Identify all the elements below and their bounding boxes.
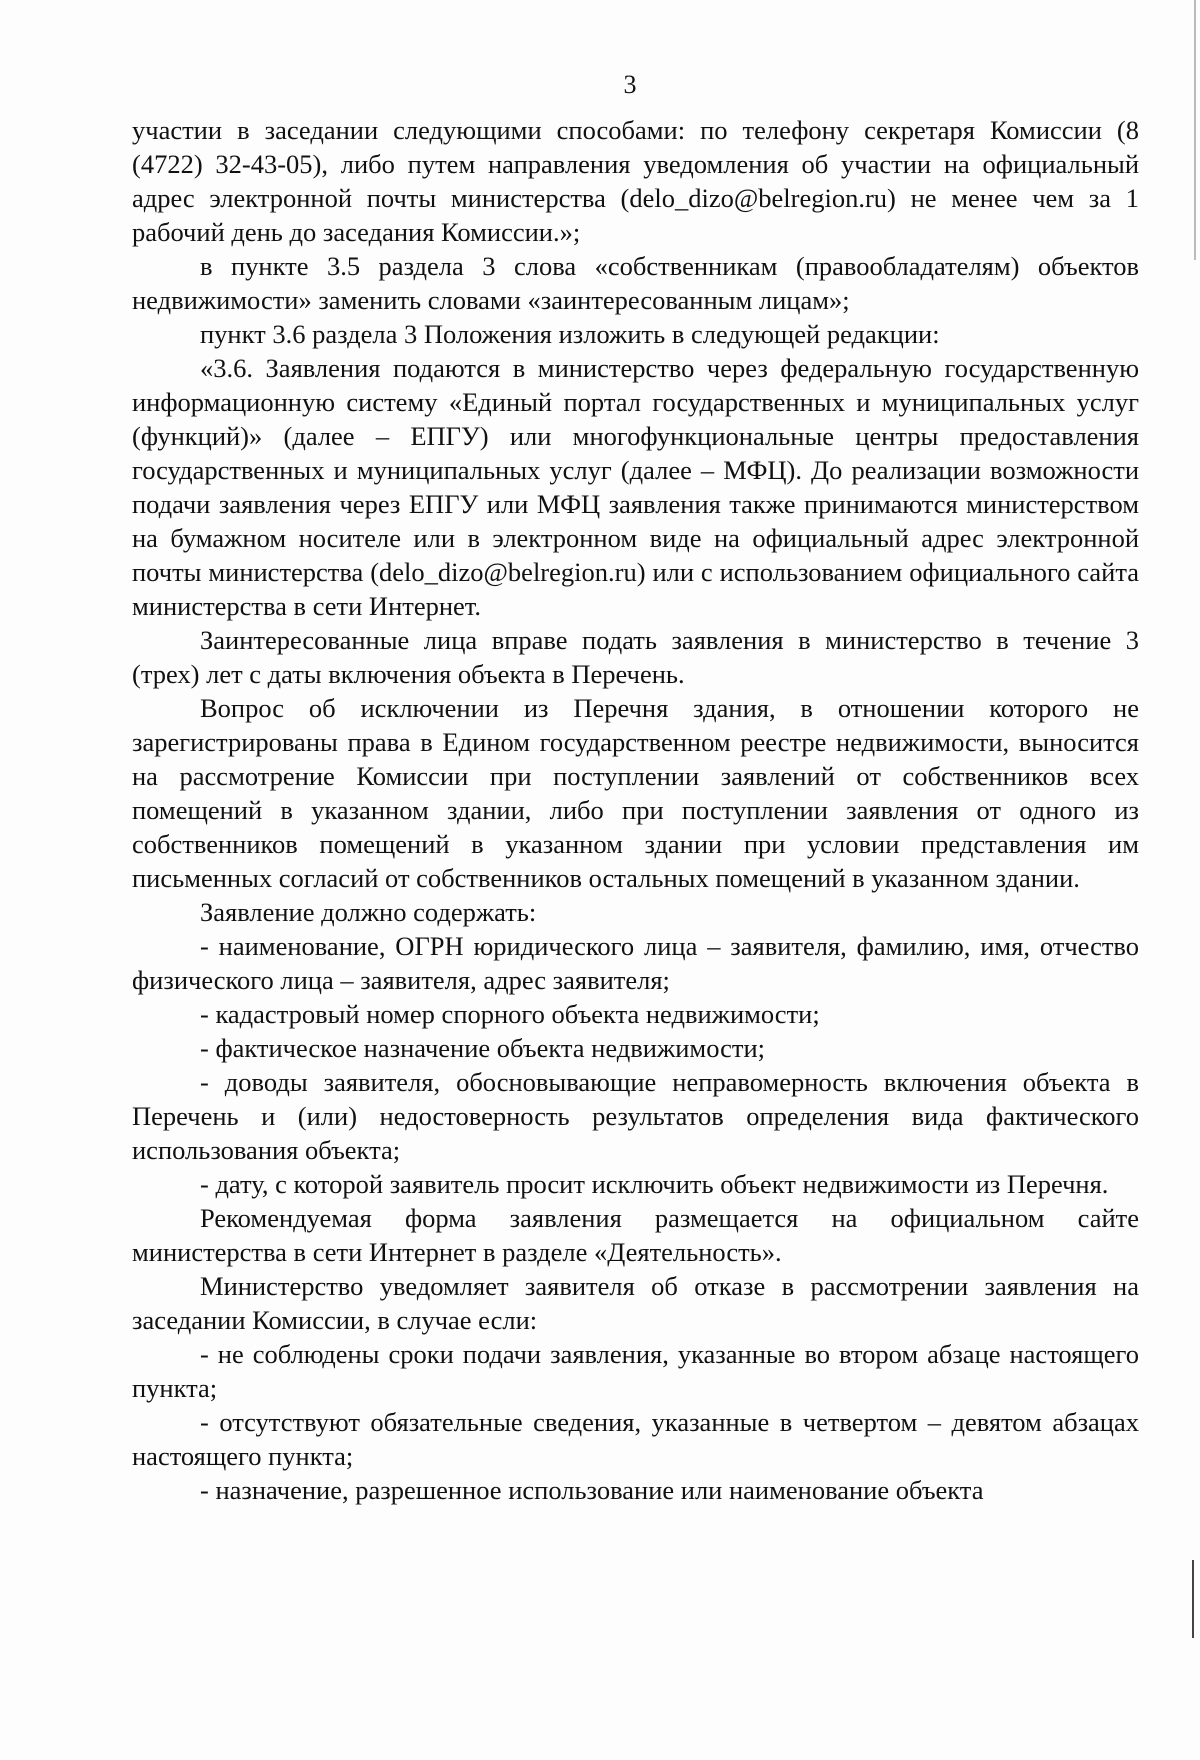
scan-edge-line [1194, 0, 1196, 260]
page-number: 3 [623, 70, 637, 99]
list-item: - назначение, разрешенное использование или наименование объекта [200, 1475, 984, 1505]
list-item: - отсутствуют обязательные сведения, указанные в четвертом – девятом абзацах настоящего пункта; [132, 1407, 1139, 1471]
scan-edge-mark [1192, 1560, 1194, 1638]
paragraph: Заявление должно содержать: [200, 897, 537, 927]
paragraph: Вопрос об исключении из Перечня здания, в отношении которого не зарегистрированы права в Едином государственном реестре недвижимости, выносится на рассмотрение Комиссии при поступлении заявлений от собственников всех помещений в указанном здании, либо при поступлении заявления от одного из собственников помещений в указанном здании при условии представления им письменных согласий от собственников остальных помещений в указанном здании. [132, 693, 1139, 893]
paragraph: участии в заседании следующими способами: по телефону секретаря Комиссии (8 (4722) 32-43-05), либо путем направления уведомления об участии на официальный адрес электронной почты министерства (delo_dizo@belregion.ru) не менее чем за 1 рабочий день до заседания Комиссии.»; [132, 115, 1139, 247]
list-item: - фактическое назначение объекта недвижимости; [200, 1033, 765, 1063]
paragraph: в пункте 3.5 раздела 3 слова «собственникам (правообладателям) объектов недвижимости» заменить словами «заинтересованным лицам»; [132, 251, 1139, 315]
list-item: - не соблюдены сроки подачи заявления, указанные во втором абзаце настоящего пункта; [132, 1339, 1139, 1403]
paragraph: Заинтересованные лица вправе подать заявления в министерство в течение 3 (трех) лет с даты включения объекта в Перечень. [132, 625, 1139, 689]
paragraph: пункт 3.6 раздела 3 Положения изложить в следующей редакции: [200, 319, 940, 349]
list-item: - дату, с которой заявитель просит исключить объект недвижимости из Перечня. [200, 1169, 1109, 1199]
paragraph: Рекомендуемая форма заявления размещается на официальном сайте министерства в сети Интернет в разделе «Деятельность». [132, 1203, 1139, 1267]
list-item: - доводы заявителя, обосновывающие неправомерность включения объекта в Перечень и (или) недостоверность результатов определения вида фактического использования объекта; [132, 1067, 1139, 1165]
document-body [132, 113, 1139, 1507]
paragraph: «3.6. Заявления подаются в министерство через федеральную государственную информационную систему «Единый портал государственных и муниципальных услуг (функций)» (далее – ЕПГУ) или многофункциональные центры предоставления государственных и муниципальных услуг (далее – МФЦ). До реализации возможности подачи заявления через ЕПГУ или МФЦ заявления также принимаются министерством на бумажном носителе или в электронном виде на официальный адрес электронной почты министерства (delo_dizo@belregion.ru) или с использованием официального сайта министерства в сети Интернет. [132, 353, 1139, 621]
paragraph: Министерство уведомляет заявителя об отказе в рассмотрении заявления на заседании Комиссии, в случае если: [132, 1271, 1139, 1335]
list-item: - наименование, ОГРН юридического лица – заявителя, фамилию, имя, отчество физического лица – заявителя, адрес заявителя; [132, 931, 1139, 995]
list-item: - кадастровый номер спорного объекта недвижимости; [200, 999, 820, 1029]
